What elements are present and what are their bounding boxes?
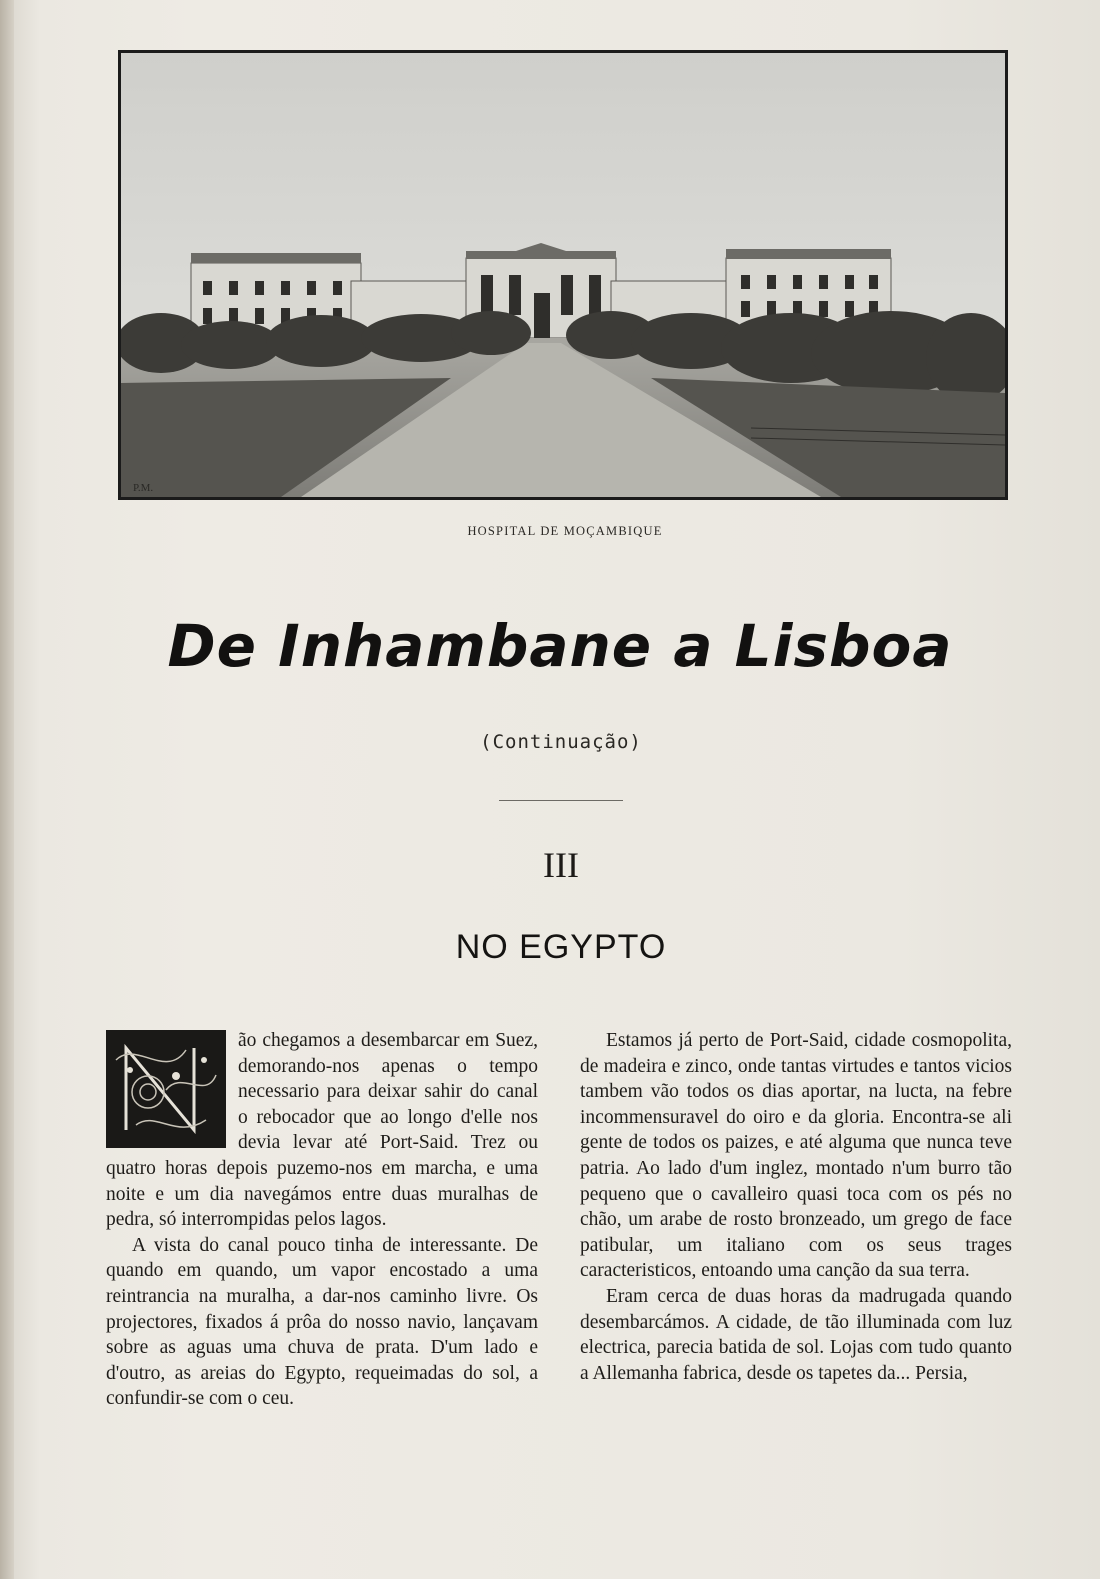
photographer-mark: P.M. xyxy=(133,482,154,494)
chapter-heading: NO EGYPTO xyxy=(455,928,667,966)
page-binding-edge xyxy=(0,0,14,1579)
left-paragraph-1-text: ão chegamos a desembarcar em Suez, demorando-nos apenas o tempo necessario para deixar sahir do canal o rebocador que ao longo d'elle nos devia levar até Port-Said. Trez ou quatro horas depois puzemo-nos em marcha, e uma noite e um dia navegámos entre duas muralhas de pedra, só interrompidas pelos lagos. xyxy=(106,1030,538,1231)
left-text-column xyxy=(106,1028,538,1412)
section-divider xyxy=(499,800,623,801)
hospital-illustration xyxy=(121,53,1005,497)
hospital-photo xyxy=(118,50,1008,500)
article-subtitle: (Continuação) xyxy=(480,731,642,753)
photo-caption: HOSPITAL DE MOÇAMBIQUE xyxy=(467,524,663,538)
left-paragraph-2: A vista do canal pouco tinha de interessante. De quando em quando, um vapor encostado a uma reintrancia na muralha, a dar-nos caminho livre. Os projectores, fixados á prôa do nosso navio, lançavam sobre as aguas uma chuva de prata. D'um lado e d'outro, as areias do Egypto, requeimadas do sol, a confundir-se com o ceu. xyxy=(106,1234,538,1410)
right-paragraph-2: Eram cerca de duas horas da madrugada quando desembarcámos. A cidade, de tão illuminada com luz electrica, parecia batida de sol. Lojas com tudo quanto a Allemanha fabrica, desde os tapetes da... Persia, xyxy=(580,1285,1012,1384)
ornamental-drop-cap xyxy=(106,1030,226,1148)
drop-cap-ornament-icon xyxy=(106,1030,226,1148)
article-title: De Inhambane a Lisboa xyxy=(167,612,953,680)
right-paragraph-1: Estamos já perto de Port-Said, cidade cosmopolita, de madeira e zinco, onde tantas virtudes e tantos vicios tambem vão todos os dias aportar, na lucta, na febre incommensuravel do oiro e da gloria. Encontra-se ali gente de todos os paizes, e até alguma que nunca teve patria. Ao lado d'um inglez, montado n'um burro tão pequeno que o cavalleiro quasi toca com os pés no chão, um arabe de rosto bronzeado, um grego de face patibular, um italiano com os seus trages caracteristicos, entoando uma canção da sua terra. xyxy=(580,1030,1012,1282)
chapter-numeral: III xyxy=(543,845,579,885)
right-text-column xyxy=(580,1028,1012,1386)
